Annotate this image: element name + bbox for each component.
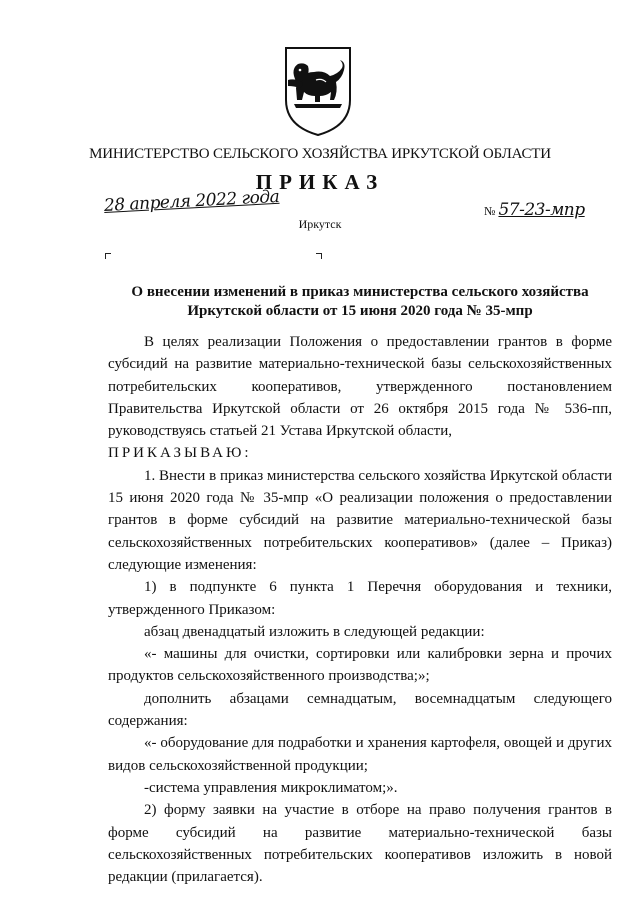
- prikazyvayu-line: ПРИКАЗЫВАЮ:: [108, 445, 252, 462]
- city-name: Иркутск: [298, 217, 342, 231]
- ministry-name: МИНИСТЕРСТВО СЕЛЬСКОГО ХОЗЯЙСТВА ИРКУТСКОЙ ОБЛАСТИ: [89, 146, 551, 162]
- subpoint-1-paragraph: 1) в подпункте 6 пункта 1 Перечня оборудования и техники, утвержденного Приказом:: [108, 579, 612, 618]
- subpoint-1-paragraph-e: -система управления микроклиматом;».: [144, 779, 398, 796]
- number-sign: №: [484, 204, 496, 218]
- coat-of-arms-icon: [280, 42, 356, 138]
- subpoint-2-paragraph: 2) форму заявки на участие в отборе на право получения грантов в форме субсидий на развитие материально-технической базы сельскохозяйственных потребительских кооперативов изложить в новой редакции (прилагается).: [108, 802, 612, 886]
- subpoint-1-paragraph-a: абзац двенадцатый изложить в следующей редакции:: [144, 623, 485, 640]
- point-1-paragraph: 1. Внести в приказ министерства сельского хозяйства Иркутской области 15 июня 2020 года № 35-мпр «О реализации положения о предоставлении грантов в форме субсидий на развитие материально-технической базы сельскохозяйственных потребительских кооперативов» (далее – Приказ) следующие изменения:: [108, 467, 612, 573]
- heading-line-1: О внесении изменений в приказ министерства сельского хозяйства: [131, 284, 589, 300]
- heading-line-2: Иркутской области от 15 июня 2020 года № 35-мпр: [187, 303, 533, 319]
- handwritten-date: 28 апреля 2022 года: [103, 186, 280, 216]
- heading-corner-mark-left: [105, 253, 111, 259]
- document-heading: [100, 283, 620, 321]
- document-type-title: ПРИКАЗ: [255, 170, 385, 194]
- subpoint-1-paragraph-c: дополнить абзацами семнадцатым, восемнадцатым следующего содержания:: [108, 690, 612, 730]
- heading-corner-mark-right: [316, 253, 322, 259]
- preamble-paragraph: В целях реализации Положения о предоставлении грантов в форме субсидий на развитие материально-технической базы сельскохозяйственных потребительских кооперативов, утвержденного постановлением Правительства Иркутской области от 26 октября 2015 года № 536-пп, руководствуясь статьей 21 Устава Иркутской области,: [108, 334, 612, 440]
- subpoint-1-paragraph-d: «- оборудование для подработки и хранения картофеля, овощей и других видов сельскохозяйственной продукции;: [108, 735, 612, 774]
- handwritten-order-number: 57-23-мпр: [498, 200, 585, 220]
- document-body: [108, 331, 612, 888]
- subpoint-1-paragraph-b: «- машины для очистки, сортировки или калибровки зерна и прочих продуктов сельскохозяйственного производства;»;: [108, 646, 612, 685]
